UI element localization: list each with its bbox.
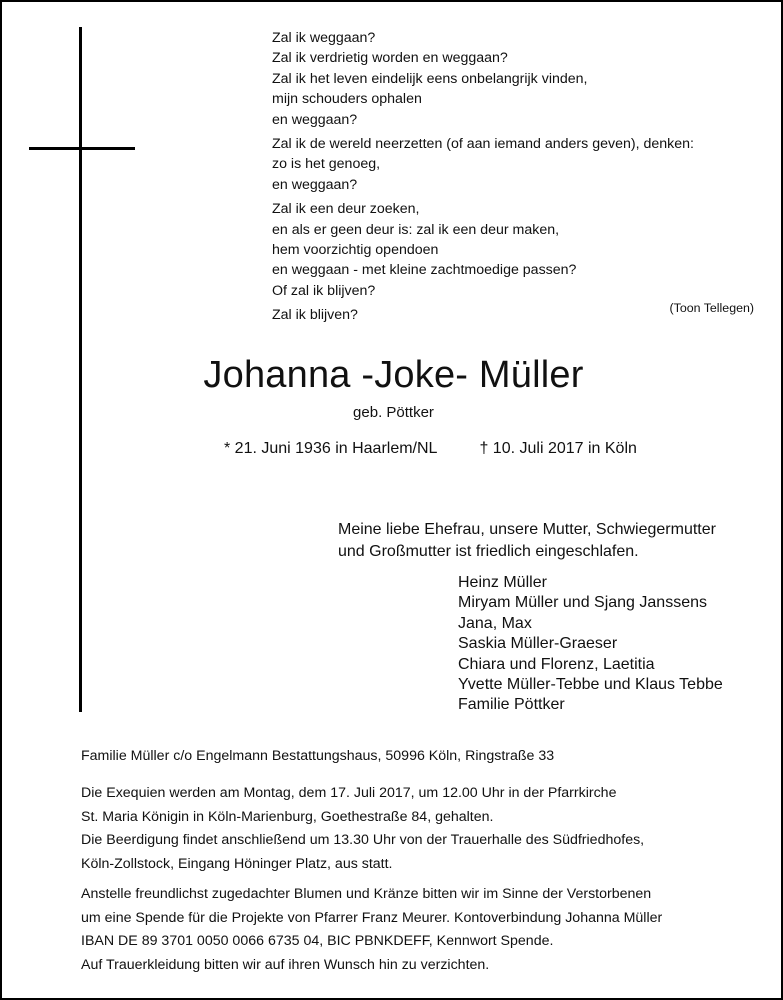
funeral-details-line: Köln-Zollstock, Eingang Höninger Platz, aus statt. — [81, 855, 393, 872]
donation-notice-line: Anstelle freundlichst zugedachter Blumen und Kränze bitten wir im Sinne der Verstorbenen — [81, 886, 652, 902]
donation-notice-line: IBAN DE 89 3701 0050 0066 6735 04, BIC PBNKDEFF, Kennwort Spende. — [81, 933, 554, 950]
relative-name: Familie Pöttker — [458, 696, 565, 714]
funeral-details-line: Die Exequien werden am Montag, dem 17. Juli 2017, um 12.00 Uhr in der Pfarrkirche — [81, 785, 617, 801]
relatives-list — [458, 573, 778, 716]
poem-stanza — [272, 134, 752, 195]
family-address: Familie Müller c/o Engelmann Bestattungshaus, 50996 Köln, Ringstraße 33 — [81, 748, 555, 764]
donation-notice — [81, 883, 771, 977]
poem-line: Zal ik weggaan? — [272, 30, 376, 46]
poem-line: Zal ik een deur zoeken, — [272, 201, 420, 218]
funeral-details-line: St. Maria Königin in Köln-Marienburg, Goethestraße 84, gehalten. — [81, 808, 494, 825]
announcement — [338, 519, 778, 563]
relative-name: Yvette Müller-Tebbe und Klaus Tebbe — [458, 676, 723, 694]
poem-line: mijn schouders ophalen — [272, 91, 422, 108]
relative-name: Heinz Müller — [458, 574, 547, 591]
birth-date: * 21. Juni 1936 in Haarlem/NL — [224, 440, 438, 457]
poem-author: (Toon Tellegen) — [669, 301, 754, 315]
poem — [272, 28, 752, 330]
poem-line: zo is het genoeg, — [272, 156, 381, 173]
death-date: † 10. Juli 2017 in Köln — [479, 440, 637, 457]
relative-name: Chiara und Florenz, Laetitia — [458, 655, 655, 673]
poem-line: hem voorzichtig opendoen — [272, 242, 439, 259]
poem-stanza — [272, 28, 752, 130]
poem-line: en weggaan? — [272, 111, 358, 128]
poem-stanza — [272, 199, 752, 301]
poem-line: en als er geen deur is: zal ik een deur maken, — [272, 221, 560, 238]
relative-name: Saskia Müller-Graeser — [458, 635, 618, 653]
donation-notice-line: Auf Trauerkleidung bitten wir auf ihren Wunsch hin zu verzichten. — [81, 956, 490, 973]
life-dates — [224, 440, 783, 458]
donation-notice-line: um eine Spende für die Projekte von Pfarrer Franz Meurer. Kontoverbindung Johanna Müller — [81, 909, 663, 926]
poem-line: Zal ik verdrietig worden en weggaan? — [272, 50, 508, 67]
cross-icon-horizontal-bar — [29, 147, 135, 150]
announcement-line: Meine liebe Ehefrau, unsere Mutter, Schwiegermutter — [338, 521, 716, 538]
deceased-name: Johanna -Joke- Müller — [203, 354, 584, 396]
funeral-details — [81, 782, 771, 876]
poem-line: Zal ik de wereld neerzetten (of aan iemand anders geven), denken: — [272, 136, 694, 153]
poem-line: Of zal ik blijven? — [272, 282, 376, 299]
poem-line: en weggaan - met kleine zachtmoedige passen? — [272, 262, 577, 279]
announcement-line: und Großmutter ist friedlich eingeschlafen. — [338, 543, 639, 560]
born-name: geb. Pöttker — [353, 404, 434, 421]
poem-line: Zal ik blijven? — [272, 307, 358, 324]
relative-name: Miryam Müller und Sjang Janssens — [458, 594, 707, 612]
funeral-details-line: Die Beerdigung findet anschließend um 13.30 Uhr von der Trauerhalle des Südfriedhofes, — [81, 832, 645, 849]
relative-name: Jana, Max — [458, 614, 532, 632]
poem-line: Zal ik het leven eindelijk eens onbelangrijk vinden, — [272, 70, 588, 87]
poem-line: en weggaan? — [272, 176, 358, 193]
